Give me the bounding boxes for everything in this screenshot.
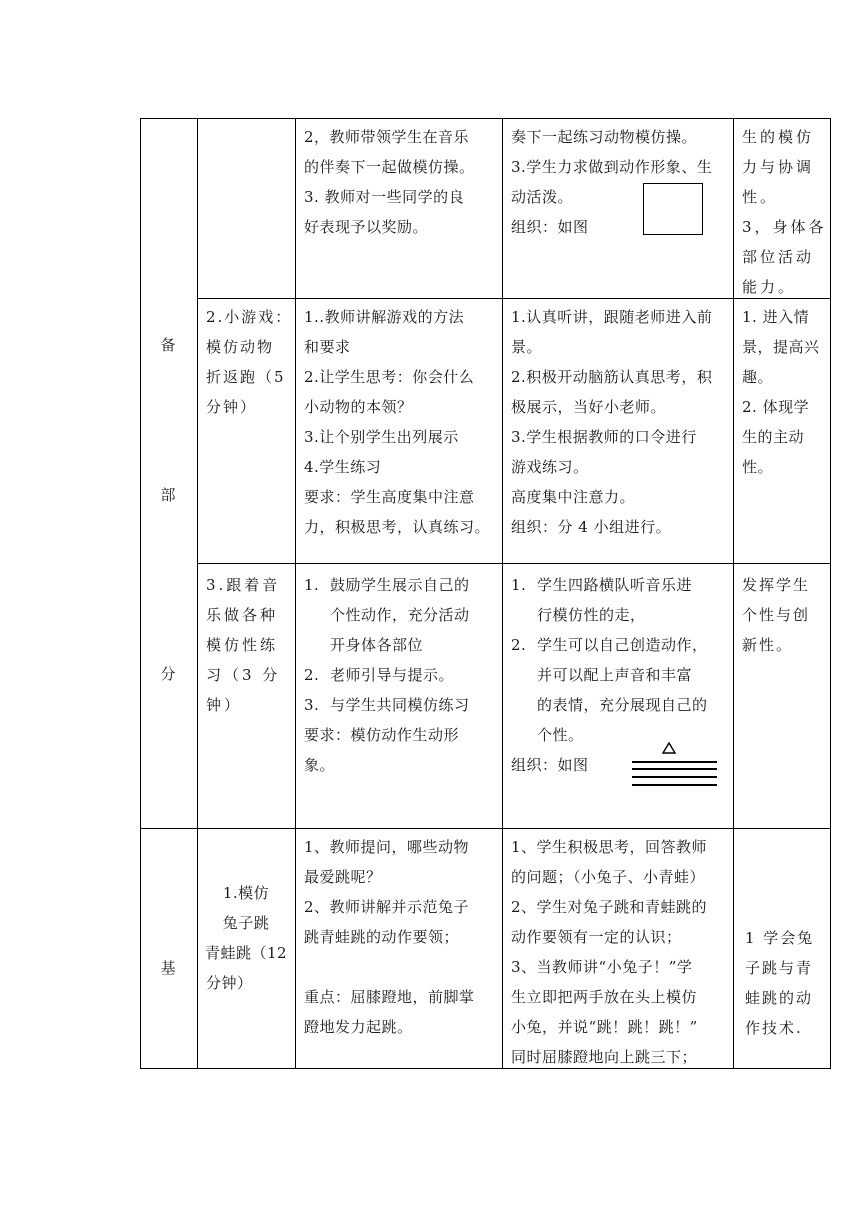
table-divider-1 (197, 118, 198, 1069)
row-divider-2 (197, 563, 831, 564)
section-char-bei: 备 (160, 336, 176, 354)
text-line: 钟） (206, 696, 243, 714)
text-line: 组织：如图 (511, 756, 589, 774)
formation-line (632, 776, 717, 778)
section-char-bu: 部 (160, 486, 176, 504)
text-line: 1. 进入情 (742, 308, 810, 326)
item-text: 个性。 (537, 726, 584, 744)
row3-content-cell (206, 570, 280, 720)
text-line: 乐做各种 (206, 606, 279, 624)
text-line: 重点：屈膝蹬地，前脚掌 (304, 988, 475, 1006)
text-line: 子跳与青 (745, 959, 814, 977)
table-divider-3 (502, 118, 503, 1069)
row-divider-3 (140, 828, 831, 829)
formation-line (632, 768, 717, 770)
text-line: 和要求 (304, 338, 351, 356)
text-line: 极展示，当好小老师。 (511, 398, 667, 416)
text-line: 性。 (742, 188, 779, 206)
item-text: 个性动作，充分活动 (330, 606, 470, 624)
table-border-top (140, 118, 831, 119)
text-line: 2、学生对兔子跳和青蛙跳的 (511, 898, 708, 916)
row1-goal-cell (742, 122, 827, 302)
text-line: 生立即把两手放在头上模仿 (511, 988, 698, 1006)
item-text: 与学生共同模仿练习 (330, 696, 470, 714)
text-line: 发挥学生 (742, 576, 811, 594)
text-line: 趣。 (742, 368, 774, 386)
text-line: 力，积极思考，认真练习。 (304, 518, 491, 536)
text-line: 同时屈膝蹬地向上跳三下； (511, 1048, 698, 1066)
text-line: 跳青蛙跳的动作要领； (304, 928, 460, 946)
text-line: 好表现予以奖励。 (304, 218, 429, 236)
item-number: 1. (304, 576, 320, 594)
text-line: 的伴奏下一起做模仿操。 (304, 158, 475, 176)
text-line: 1 学会兔 (745, 929, 815, 947)
row2-teacher-cell (304, 302, 490, 542)
text-line: 组织：分 4 小组进行。 (511, 518, 672, 536)
text-line: 2，教师带领学生在音乐 (304, 128, 470, 146)
numbered-item (511, 630, 708, 660)
text-line: 1..教师讲解游戏的方法 (304, 308, 465, 326)
item-number: 2. (511, 636, 527, 654)
text-line: 要求：学生高度集中注意 (304, 488, 475, 506)
text-line: 部位活动 (742, 248, 815, 266)
text-line: 青蛙跳（12 (204, 944, 288, 962)
table-border-right (830, 118, 831, 1069)
formation-line (632, 784, 717, 786)
text-line: 个性与创 (742, 606, 811, 624)
text-line: 景。 (511, 338, 543, 356)
row4-teacher-cell (304, 832, 475, 1042)
text-line: 2. 体现学 (742, 398, 810, 416)
item-text: 学生四路横队听音乐进 (537, 576, 693, 594)
text-line: 能力。 (742, 278, 797, 296)
text-line: 最爱跳呢？ (304, 868, 382, 886)
text-line: 高度集中注意力。 (511, 488, 636, 506)
text-line: 兔子跳 (222, 914, 270, 932)
table-divider-2 (295, 118, 296, 1069)
text-line: 性。 (742, 458, 774, 476)
item-text: 行模仿性的走， (537, 606, 646, 624)
text-line: 蛙跳的动 (745, 989, 814, 1007)
text-line: 分钟） (206, 974, 253, 992)
table-border-bottom (140, 1068, 831, 1069)
text-line: 1.模仿 (222, 884, 270, 902)
row2-student-cell (511, 302, 712, 542)
item-text: 开身体各部位 (330, 636, 424, 654)
text-line: 3，身体各 (742, 218, 827, 236)
text-line: 蹬地发力起跳。 (304, 1018, 413, 1036)
section-char-ji: 基 (160, 959, 176, 977)
numbered-item (511, 570, 708, 600)
text-line: 3、当教师讲“小兔子！”学 (511, 958, 693, 976)
text-line: 折返跑（5 (206, 368, 286, 386)
text-line: 小兔，并说“跳！跳！跳！” (511, 1018, 698, 1036)
row4-content-cell (200, 878, 292, 998)
numbered-item (304, 690, 470, 720)
text-line: 2.积极开动脑筋认真思考，积 (511, 368, 713, 386)
text-line: 动作要领有一定的认识； (511, 928, 682, 946)
item-number: 3. (304, 696, 320, 714)
text-line: 作技术. (745, 1019, 803, 1037)
item-text: 老师引导与提示。 (330, 666, 455, 684)
item-text: 的表情，充分展现自己的 (537, 696, 708, 714)
text-line: 象。 (304, 756, 336, 774)
row3-teacher-cell (304, 570, 470, 780)
triangle-marker-icon (662, 742, 676, 754)
item-text: 学生可以自己创造动作， (537, 636, 708, 654)
table-divider-4 (733, 118, 734, 1069)
numbered-item (304, 660, 470, 690)
text-line: 3.学生力求做到动作形象、生 (511, 158, 713, 176)
text-line: 组织：如图 (511, 218, 589, 236)
row-divider-1 (197, 298, 831, 299)
row1-teacher-cell (304, 122, 475, 242)
row2-content-cell (206, 302, 292, 422)
row3-student-cell (511, 570, 708, 780)
text-line: 模仿性练 (206, 636, 279, 654)
text-line: 3.学生根据教师的口令进行 (511, 428, 697, 446)
text-line: 景，提高兴 (742, 338, 820, 356)
item-number: 1. (511, 576, 527, 594)
item-text: 并可以配上声音和丰富 (537, 666, 693, 684)
text-line: 3.跟着音 (206, 576, 281, 594)
row4-goal-cell (745, 923, 814, 1043)
text-line: 分钟） (206, 398, 258, 416)
text-line: 动活泼。 (511, 188, 574, 206)
text-line: 4.学生练习 (304, 458, 382, 476)
row2-goal-cell (742, 302, 820, 482)
section-char-fen: 分 (160, 665, 176, 683)
formation-diagram-square (643, 183, 703, 235)
text-line: 要求：模仿动作生动形 (304, 726, 460, 744)
item-number: 2. (304, 666, 320, 684)
text-line: 力与协调 (742, 158, 815, 176)
item-text: 鼓励学生展示自己的 (330, 576, 470, 594)
text-line: 奏下一起练习动物模仿操。 (511, 128, 698, 146)
text-line: 游戏练习。 (511, 458, 589, 476)
text-line: 的问题；（小兔子、小青蛙） (511, 868, 706, 886)
text-line: 习（3 分 (206, 666, 281, 684)
text-line: 1、学生积极思考，回答教师 (511, 838, 708, 856)
text-line: 3.让个别学生出列展示 (304, 428, 459, 446)
text-line: 1.认真听讲，跟随老师进入前 (511, 308, 713, 326)
text-line: 小动物的本领？ (304, 398, 413, 416)
numbered-item (304, 570, 470, 600)
text-line (304, 952, 475, 982)
text-line: 2、教师讲解并示范兔子 (304, 898, 470, 916)
text-line: 模仿动物 (206, 338, 275, 356)
text-line: 生的模仿 (742, 128, 815, 146)
row3-goal-cell (742, 570, 810, 660)
formation-line (632, 761, 717, 763)
text-line: 2.小游戏： (206, 308, 293, 326)
text-line: 3. 教师对一些同学的良 (304, 188, 465, 206)
text-line: 1、教师提问，哪些动物 (304, 838, 470, 856)
text-line: 生的主动 (742, 428, 805, 446)
text-line: 2.让学生思考：你会什么 (304, 368, 475, 386)
table-border-left (140, 118, 141, 1069)
text-line: 新性。 (742, 636, 794, 654)
row4-student-cell (511, 832, 707, 1072)
